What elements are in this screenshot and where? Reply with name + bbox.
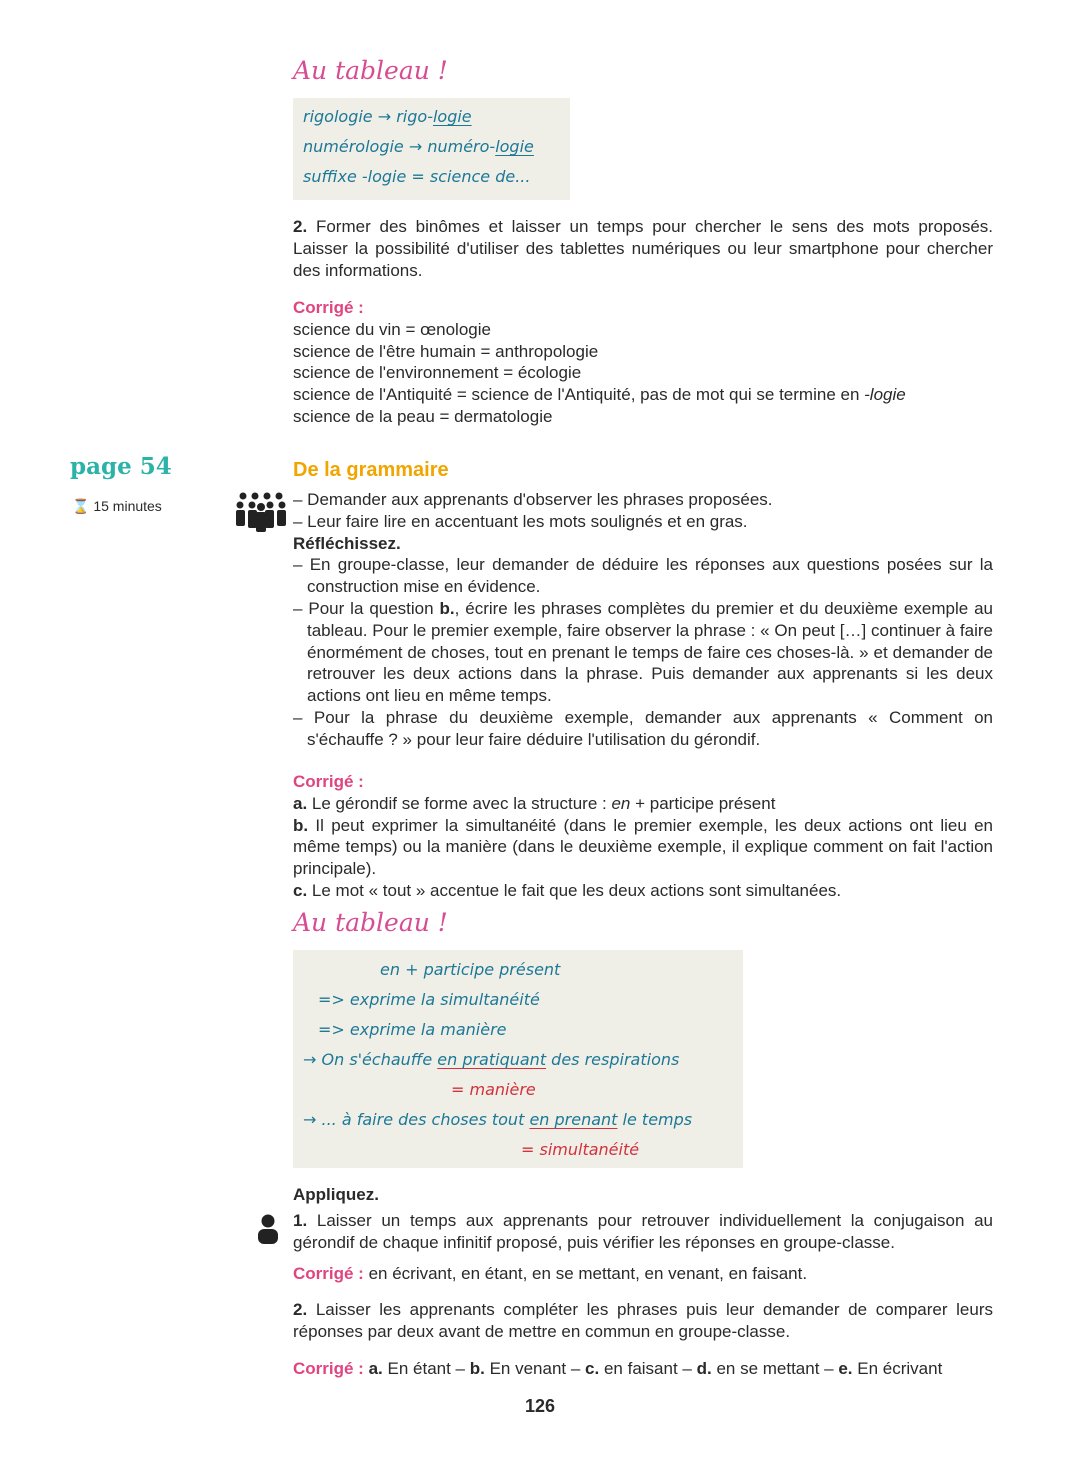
subheading: Réfléchissez.: [293, 533, 401, 553]
answer: science de l'Antiquité = science de l'Antiquité, pas de mot qui se termine en -logie: [293, 385, 906, 405]
answer: b. Il peut exprimer la simultanéité (dans le premier exemple, les deux actions ont lieu en même temps) ou la manière (dans le deuxième exemple, il explique comment on fait l'action principale).: [293, 815, 993, 879]
hourglass-icon: ⌛: [72, 498, 90, 514]
corrige-2: [293, 771, 993, 902]
page-number: 126: [524, 1396, 556, 1416]
subheading: Appliquez.: [293, 1185, 379, 1204]
answer: science de l'environnement = écologie: [293, 363, 582, 383]
board-line: = manière: [451, 1080, 536, 1099]
board-box: [293, 950, 743, 1168]
instruction: 2. Laisser les apprenants compléter les phrases puis leur demander de comparer leurs réponses par deux avant de mettre en commun en groupe-classe.: [293, 1300, 993, 1342]
answer: Corrigé : en écrivant, en étant, en se mettant, en venant, en faisant.: [293, 1263, 808, 1283]
board-line: rigologie → rigo-logie: [303, 107, 472, 126]
instruction: – En groupe-classe, leur demander de déduire les réponses aux questions posées sur la construction mise en évidence.: [293, 555, 993, 597]
section-title: De la grammaire: [293, 459, 449, 481]
answer: science de la peau = dermatologie: [293, 406, 553, 426]
board-line: en + participe présent: [380, 960, 561, 979]
board-line: → ... à faire des choses tout en prenant le temps: [303, 1110, 693, 1129]
page-reference: page 54: [70, 453, 172, 480]
board-line: → On s'échauffe en pratiquant des respirations: [303, 1050, 680, 1069]
answer: science de l'être humain = anthropologie: [293, 341, 599, 361]
grammar-instructions: [293, 489, 993, 751]
answer: a. Le gérondif se forme avec la structure : en + participe présent: [293, 793, 776, 813]
board-box: [293, 98, 570, 200]
answer: science du vin = œnologie: [293, 319, 491, 339]
board-title: Au tableau !: [293, 56, 448, 85]
duration: ⌛ 15 minutes: [72, 498, 162, 514]
board-line: => exprime la manière: [318, 1020, 507, 1039]
board-line: = simultanéité: [521, 1140, 640, 1159]
step-2: 2. Former des binômes et laisser un temps pour chercher le sens des mots proposés. Laisser la possibilité d'utiliser des tablettes numériques ou leur smartphone pour chercher des informations.: [293, 217, 993, 280]
instruction: – Demander aux apprenants d'observer les phrases proposées.: [293, 490, 773, 509]
corrige-label: Corrigé :: [293, 298, 364, 317]
board-title: Au tableau !: [293, 908, 448, 937]
person-icon: [257, 1214, 279, 1244]
instruction: – Pour la question b., écrire les phrases complètes du premier et du deuxième exemple au tableau. Pour le premier exemple, faire observer la phrase : « On peut […] continuer à faire énormément de choses, tout en prenant le temps de faire ces choses-là. » et demander de retrouver les deux actions dans la phrase. Puis demander aux apprenants si les deux actions ont lieu en même temps.: [293, 598, 993, 706]
instruction: – Pour la phrase du deuxième exemple, demander aux apprenants « Comment on s'échauffe ? » pour leur faire déduire l'utilisation du gérondif.: [293, 707, 993, 749]
instruction: 1. Laisser un temps aux apprenants pour retrouver individuellement la conjugaison au gérondif de chaque infinitif proposé, puis vérifier les réponses en groupe-classe.: [293, 1211, 993, 1252]
answer: Corrigé : a. En étant – b. En venant – c. en faisant – d. en se mettant – e. En écrivant: [293, 1358, 943, 1378]
corrige-label: Corrigé :: [293, 772, 364, 791]
answer: c. Le mot « tout » accentue le fait que les deux actions sont simultanées.: [293, 880, 842, 900]
group-icon: [235, 492, 287, 532]
instruction: – Leur faire lire en accentuant les mots soulignés et en gras.: [293, 511, 748, 531]
board-line: suffixe -logie = science de...: [303, 167, 531, 186]
apply-section: [293, 1210, 993, 1380]
corrige-1: [293, 297, 993, 428]
board-line: numérologie → numéro-logie: [303, 137, 534, 156]
board-line: => exprime la simultanéité: [318, 990, 540, 1009]
